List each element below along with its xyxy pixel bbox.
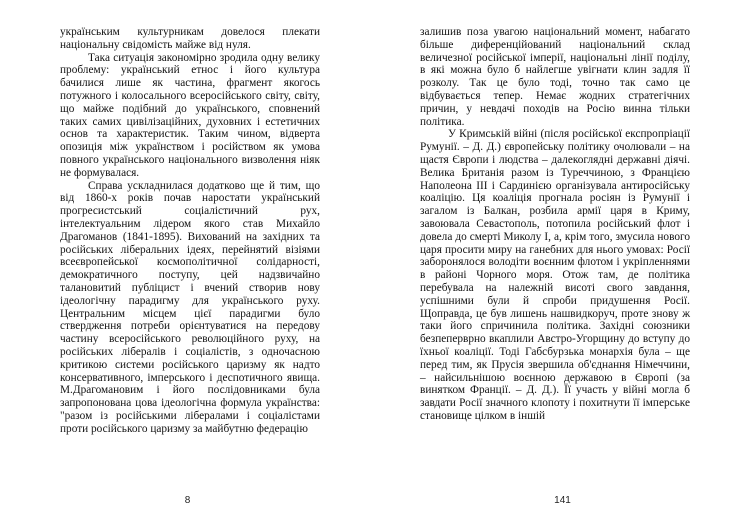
right-page: [375, 0, 750, 530]
right-text-column: [420, 26, 690, 423]
right-paragraph-1: залишив поза увагою національний момент, набагато більше диференційований національний склад величезної російської імперії, національні лінії поділу, в які можна було б найлегше увігнати клин задля її розколу. Так це було тоді, точно так само це відбувається тепер. Немає жодних стратегічних причин, у невдачі походів на Росію винна тільки політика.: [420, 26, 690, 128]
right-page-number: 141: [554, 495, 571, 506]
left-paragraph-2: Така ситуація закономірно зродила одну велику проблему: український етнос і його культура бачилися лише як частина, фрагмент якогось потужного і колосального всеросійського світу, світу, що майже подібний до українського, сповнений таких самих цивілізаційних, духовних і естетичних основ та характеристик. Таким чином, відверта опозиція між українством і російством як умова повного українського національного визволення ніяк не формувалася.: [60, 51, 320, 179]
left-paragraph-1: українським культурникам довелося плекати національну свідомість майже від нуля.: [60, 26, 320, 51]
left-paragraph-3: Справа ускладнилася додатково ще й тим, що від 1860-х років почав наростати український прогресистський соціалістичний рух, інтелектуальним лідером якого став Михайло Драгоманов (1841-1895). Вихований на західних та російських ліберальних ідеях, перейнятий візіями всеєвропейської космополітичної солідарності, демократичного поступу, цей надзвичайно талановитий публіцист і вчений створив нову ідеологічну парадигму для українського руху. Центральним місцем цієї парадигми було ствердження потреби орієнтуватися на передову частину всеросійського революційного руху, на російських лібералів і соціалістів, з одночасною критикою системи російського царизму як надто консервативного, імперського і деспотичного явища. М.Драгомановим і його послідовниками була запропонована цова ідеологічна формула українства: "разом із російськими лібералами і соціалістами проти російського царизму за майбутню федерацію: [60, 179, 320, 435]
right-paragraph-2: У Кримській війні (після російської експропріації Румунії. – Д. Д.) європейську політику очолювали – на щастя Європи і людства – далекоглядні державні діячі. Велика Британія разом із Туреччиною, з Францією Наполеона III і Сардинією організувала антиросійську коаліцію. Ця коаліція прогнала росіян із Румунії і загалом із Балкан, розбила армії царя в Криму, завоювала Севастополь, потопила російський флот і довела до смерті Миколу I, а, крім того, змусила нового царя просити миру на ганебних для нього умовах: Росії заборонялося володіти воєнним флотом і укріпленнями в районі Чорного моря. Отож там, де політика перебувала на належній висоті свого завдання, успішними були й спроби придушення Росії. Щоправда, це був лишень нашвидкоруч, проте знову ж таки його спричинила політика. Західні союзники безпеперврно вкаплили Австро-Угорщину до вступу до їхньої коаліції. Тоді Габсбурзька монархія була – ще перед тим, як Прусія звершила об'єднання Німеччини, – найсильнішою воєнною державою в Європі (за винятком Франції. – Д. Д.). Її участь у війні могла б завдати Росії значного клопоту і похитнути її імперське становище цілком в іншій: [420, 128, 690, 422]
left-page-number: 8: [184, 495, 191, 506]
left-text-column: [60, 26, 320, 436]
